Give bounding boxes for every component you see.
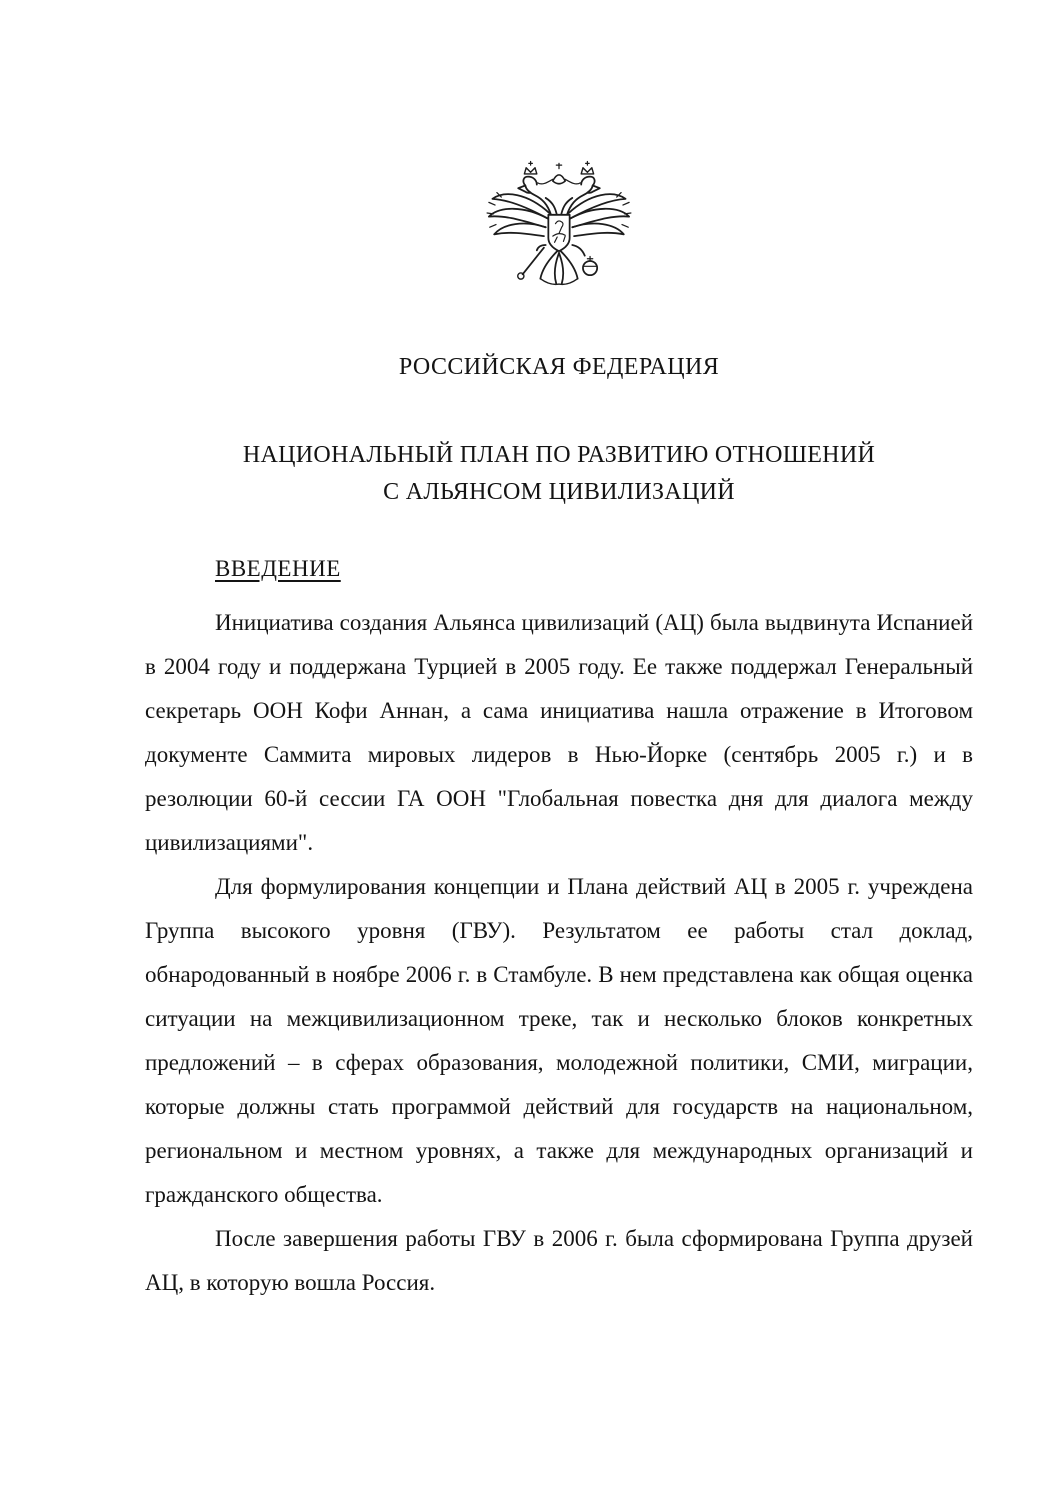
document-title	[145, 437, 973, 511]
paragraph: Для формулирования концепции и Плана действий АЦ в 2005 г. учреждена Группа высокого уровня (ГВУ). Результатом ее работы стал доклад, обнародованный в ноябре 2006 г. в Стамбуле. В нем представлена как общая оценка ситуации на межцивилизационном треке, так и несколько блоков конкретных предложений – в сферах образования, молодежной политики, СМИ, миграции, которые должны стать программой действий для государств на национальном, региональном и местном уровнях, а также для международных организаций и гражданского общества.	[145, 874, 973, 1207]
document-title-line1: НАЦИОНАЛЬНЫЙ ПЛАН ПО РАЗВИТИЮ ОТНОШЕНИЙ	[242, 442, 876, 468]
section-heading-label: ВВЕДЕНИЕ	[215, 556, 341, 581]
double-headed-eagle-emblem-icon	[480, 158, 638, 300]
document-body	[145, 601, 973, 1305]
paragraph: Инициатива создания Альянса цивилизаций (АЦ) была выдвинута Испанией в 2004 году и поддержана Турцией в 2005 году. Ее также поддержал Генеральный секретарь ООН Кофи Аннан, а сама инициатива нашла отражение в Итоговом документе Саммита мировых лидеров в Нью-Йорке (сентябрь 2005 г.) и в резолюции 60-й сессии ГА ООН "Глобальная повестка дня для диалога между цивилизациями".	[145, 610, 973, 855]
country-title: РОССИЙСКАЯ ФЕДЕРАЦИЯ	[398, 354, 720, 380]
document-title-line2: С АЛЬЯНСОМ ЦИВИЛИЗАЦИЙ	[383, 479, 735, 505]
section-heading-introduction	[215, 553, 973, 585]
paragraph: После завершения работы ГВУ в 2006 г. была сформирована Группа друзей АЦ, в которую вошла Россия.	[145, 1226, 973, 1295]
